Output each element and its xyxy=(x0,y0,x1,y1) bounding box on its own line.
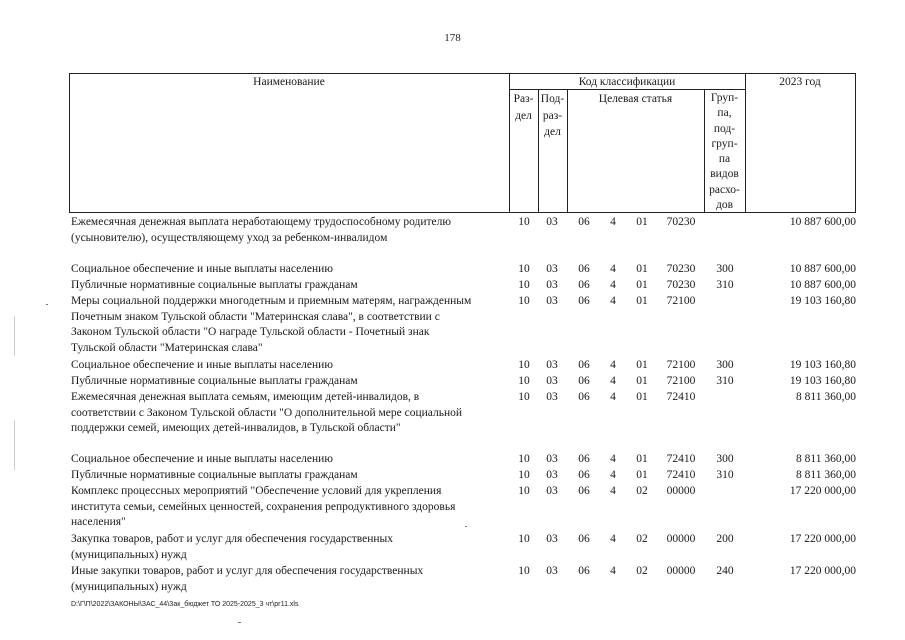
row-podrazdel: 03 xyxy=(546,533,558,545)
row-target-type: 4 xyxy=(610,533,616,545)
row-name-line: Социальное обеспечение и иные выплаты населению xyxy=(71,453,333,465)
row-podrazdel: 03 xyxy=(546,359,558,371)
row-amount: 17 220 000,00 xyxy=(789,565,856,577)
row-amount: 19 103 160,80 xyxy=(789,375,856,387)
row-target-type: 4 xyxy=(610,375,616,387)
row-target-program: 06 xyxy=(578,279,590,291)
row-target-program: 06 xyxy=(578,469,590,481)
row-podrazdel: 03 xyxy=(546,295,558,307)
row-name xyxy=(71,374,511,390)
row-razdel: 10 xyxy=(518,216,530,228)
row-name-line: Законом Тульской области "О награде Тульской области - Почетный знак xyxy=(71,326,430,338)
header-podrazdel: Под- раз- дел xyxy=(540,93,565,138)
row-name-line: Комплекс процессных мероприятий "Обеспечение условий для укрепления xyxy=(71,485,442,497)
row-target-program: 06 xyxy=(578,565,590,577)
row-target-complex: 01 xyxy=(636,263,648,275)
row-amount: 19 103 160,80 xyxy=(789,359,856,371)
scan-speck xyxy=(465,526,467,527)
header-vr: Груп- па, под- груп- па видов расхо- дов xyxy=(709,92,740,212)
row-podrazdel: 03 xyxy=(546,485,558,497)
row-amount: 10 887 600,00 xyxy=(789,216,856,228)
row-podrazdel: 03 xyxy=(546,391,558,403)
row-razdel: 10 xyxy=(518,295,530,307)
row-name xyxy=(71,358,511,374)
row-podrazdel: 03 xyxy=(546,469,558,481)
row-expense-type: 240 xyxy=(716,565,734,577)
row-name-line: Публичные нормативные социальные выплаты гражданам xyxy=(71,375,358,387)
row-target-direction: 00000 xyxy=(666,485,696,497)
row-razdel: 10 xyxy=(518,279,530,291)
row-name-line: Ежемесячная денежная выплата неработающему трудоспособному родителю xyxy=(71,216,451,228)
row-target-direction: 00000 xyxy=(666,533,696,545)
row-name-line: института семьи, семейных ценностей, сохранения репродуктивного здоровья xyxy=(71,500,456,513)
row-razdel: 10 xyxy=(518,391,530,403)
row-razdel: 10 xyxy=(518,485,530,497)
row-target-type: 4 xyxy=(610,485,616,497)
row-amount: 19 103 160,80 xyxy=(789,295,856,307)
row-name-line: Закупка товаров, работ и услуг для обеспечения государственных xyxy=(71,533,394,545)
row-target-type: 4 xyxy=(610,565,616,577)
row-target-program: 06 xyxy=(578,485,590,497)
row-name-line: Ежемесячная денежная выплата семьям, имеющим детей-инвалидов, в xyxy=(71,391,420,403)
row-expense-type: 310 xyxy=(716,279,734,291)
row-target-type: 4 xyxy=(610,216,616,228)
row-name-line: Тульской области "Материнская слава" xyxy=(71,341,263,354)
row-target-type: 4 xyxy=(610,469,616,481)
row-target-program: 06 xyxy=(578,391,590,403)
row-target-complex: 02 xyxy=(636,485,648,497)
header-year: 2023 год xyxy=(779,76,821,88)
row-podrazdel: 03 xyxy=(546,263,558,275)
row-name-line: Почетным знаком Тульской области "Материнская слава", в соответствии с xyxy=(71,310,440,323)
row-name-line: (муниципальных) нужд xyxy=(71,580,187,593)
row-target-complex: 01 xyxy=(636,216,648,228)
row-target-complex: 01 xyxy=(636,453,648,465)
row-name-line: Социальное обеспечение и иные выплаты населению xyxy=(71,359,333,371)
row-target-complex: 01 xyxy=(636,375,648,387)
row-name-line: Публичные нормативные социальные выплаты гражданам xyxy=(71,279,358,291)
row-target-program: 06 xyxy=(578,263,590,275)
row-podrazdel: 03 xyxy=(546,453,558,465)
row-name xyxy=(71,484,511,531)
row-name-line: Публичные нормативные социальные выплаты гражданам xyxy=(71,469,358,481)
header-razdel: Раз- дел xyxy=(513,93,534,122)
row-name-line: Социальное обеспечение и иные выплаты населению xyxy=(71,263,333,275)
row-amount: 10 887 600,00 xyxy=(789,263,856,275)
row-name-line: Меры социальной поддержки многодетным и приемным матерям, награжденным xyxy=(71,295,472,307)
row-razdel: 10 xyxy=(518,533,530,545)
row-target-complex: 01 xyxy=(636,359,648,371)
row-expense-type: 310 xyxy=(716,375,734,387)
row-target-complex: 01 xyxy=(636,391,648,403)
row-razdel: 10 xyxy=(518,453,530,465)
header-target: Целевая статья xyxy=(598,93,673,105)
row-podrazdel: 03 xyxy=(546,279,558,291)
row-target-direction: 70230 xyxy=(666,216,696,228)
row-target-complex: 02 xyxy=(636,565,648,577)
row-amount: 8 811 360,00 xyxy=(796,453,856,465)
row-expense-type: 300 xyxy=(716,453,734,465)
row-target-complex: 01 xyxy=(636,279,648,291)
header-name: Наименование xyxy=(253,76,325,88)
row-expense-type: 300 xyxy=(716,359,734,371)
row-name xyxy=(71,390,511,437)
row-name-line: (усыновителю), осуществляющему уход за ребенком-инвалидом xyxy=(71,231,388,244)
row-razdel: 10 xyxy=(518,359,530,371)
row-target-program: 06 xyxy=(578,453,590,465)
row-amount: 17 220 000,00 xyxy=(789,485,856,497)
page-number: 178 xyxy=(444,32,461,44)
row-name xyxy=(71,564,511,595)
row-name xyxy=(71,294,511,356)
row-razdel: 10 xyxy=(518,263,530,275)
row-target-direction: 72410 xyxy=(666,469,696,481)
scan-speck xyxy=(238,622,241,623)
row-target-type: 4 xyxy=(610,453,616,465)
file-path-footer: D:\Г\П\2022\ЗАКОНЫ\ЗАС_44\Зак_бюджет ТО 2025-2025_3 чт\рг11.xls xyxy=(71,601,299,608)
row-target-program: 06 xyxy=(578,216,590,228)
row-target-direction: 72100 xyxy=(666,375,696,387)
row-target-program: 06 xyxy=(578,295,590,307)
row-target-program: 06 xyxy=(578,359,590,371)
row-target-direction: 70230 xyxy=(666,263,696,275)
row-target-program: 06 xyxy=(578,375,590,387)
row-name-line: населения" xyxy=(71,516,126,528)
row-name xyxy=(71,468,511,484)
row-target-type: 4 xyxy=(610,391,616,403)
row-target-direction: 72410 xyxy=(666,453,696,465)
row-amount: 17 220 000,00 xyxy=(789,533,856,545)
row-podrazdel: 03 xyxy=(546,565,558,577)
row-name-line: поддержки семей, имеющих детей-инвалидов, в Тульской области" xyxy=(71,422,401,434)
row-name-line: (муниципальных) нужд xyxy=(71,548,187,561)
row-target-complex: 01 xyxy=(636,295,648,307)
scan-speck xyxy=(14,420,15,470)
row-expense-type: 310 xyxy=(716,469,734,481)
row-target-type: 4 xyxy=(610,279,616,291)
row-name xyxy=(71,278,511,294)
row-target-complex: 01 xyxy=(636,469,648,481)
row-amount: 8 811 360,00 xyxy=(796,391,856,403)
row-name xyxy=(71,452,511,468)
row-target-direction: 00000 xyxy=(666,565,696,577)
header-code-group: Код классификации xyxy=(578,76,676,88)
row-name-line: соответствии с Законом Тульской области "О дополнительной мере социальной xyxy=(71,406,463,419)
scan-speck xyxy=(46,304,48,305)
row-target-direction: 72100 xyxy=(666,359,696,371)
row-target-direction: 70230 xyxy=(666,279,696,291)
row-target-program: 06 xyxy=(578,533,590,545)
row-name xyxy=(71,215,511,246)
row-name xyxy=(71,262,511,278)
row-amount: 8 811 360,00 xyxy=(796,469,856,481)
row-podrazdel: 03 xyxy=(546,375,558,387)
row-target-direction: 72410 xyxy=(666,391,696,403)
row-target-type: 4 xyxy=(610,263,616,275)
row-razdel: 10 xyxy=(518,469,530,481)
row-razdel: 10 xyxy=(518,565,530,577)
row-target-direction: 72100 xyxy=(666,295,696,307)
row-name xyxy=(71,532,511,563)
scan-speck xyxy=(14,316,15,356)
row-target-complex: 02 xyxy=(636,533,648,545)
row-expense-type: 200 xyxy=(716,533,734,545)
row-razdel: 10 xyxy=(518,375,530,387)
row-target-type: 4 xyxy=(610,295,616,307)
row-expense-type: 300 xyxy=(716,263,734,275)
row-amount: 10 887 600,00 xyxy=(789,279,856,291)
row-target-type: 4 xyxy=(610,359,616,371)
row-podrazdel: 03 xyxy=(546,216,558,228)
row-name-line: Иные закупки товаров, работ и услуг для обеспечения государственных xyxy=(71,565,424,577)
